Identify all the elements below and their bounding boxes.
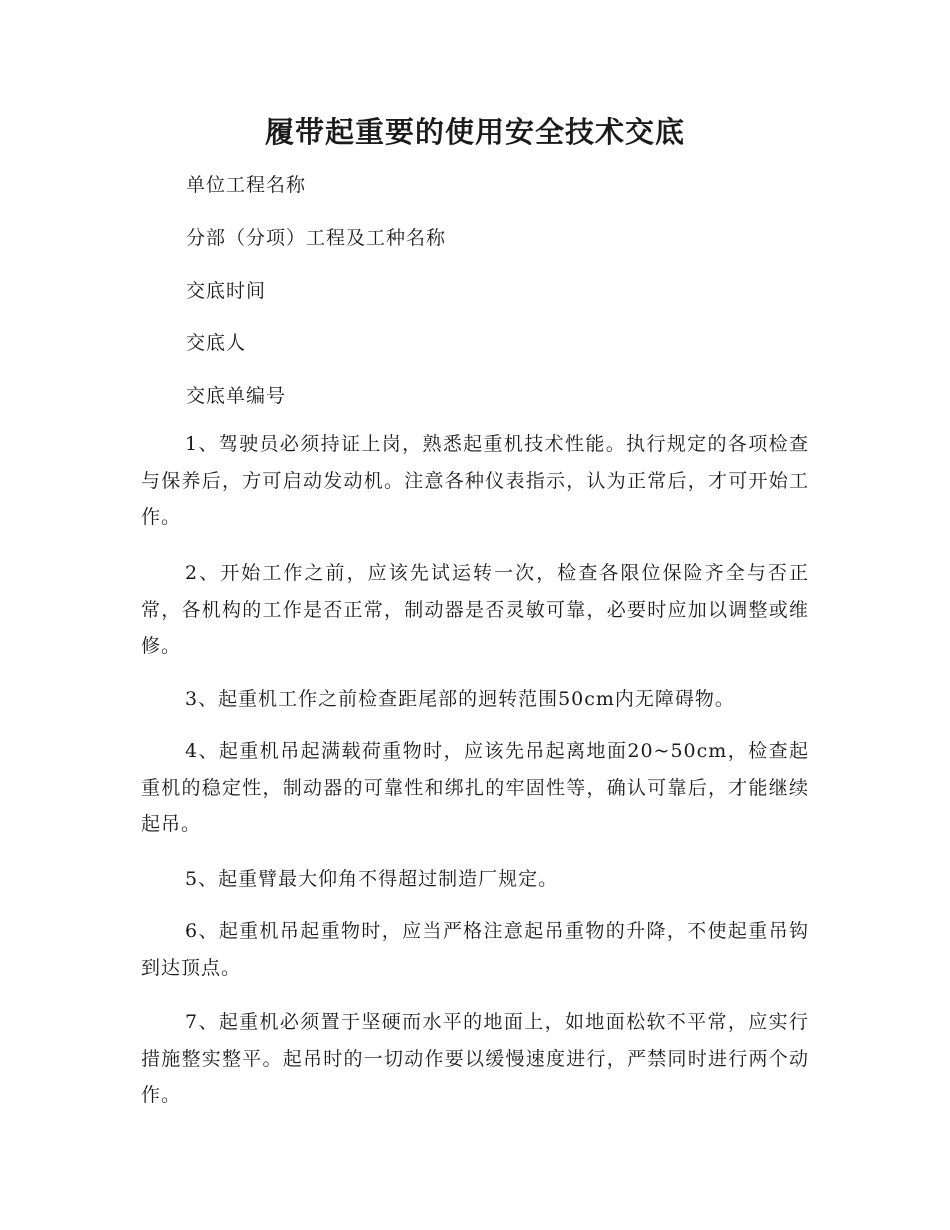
paragraph-item-1: 1、驾驶员必须持证上岗，熟悉起重机技术性能。执行规定的各项检查与保养后，方可启动发动机。注意各种仪表指示，认为正常后，才可开始工作。 bbox=[141, 433, 809, 528]
document-title: 履带起重要的使用安全技术交底 bbox=[264, 115, 685, 149]
field-briefing-person: 交底人 bbox=[186, 332, 247, 354]
paragraph-item-4: 4、起重机吊起满载荷重物时，应该先吊起离地面20~50cm，检查起重机的稳定性，制动器的可靠性和绑扎的牢固性等，确认可靠后，才能继续起吊。 bbox=[141, 740, 809, 835]
paragraph-item-5: 5、起重臂最大仰角不得超过制造厂规定。 bbox=[185, 868, 559, 890]
field-briefing-time: 交底时间 bbox=[186, 280, 267, 302]
paragraph-item-2: 2、开始工作之前，应该先试运转一次，检查各限位保险齐全与否正常，各机构的工作是否正常，制动器是否灵敏可靠，必要时应加以调整或维修。 bbox=[141, 562, 809, 657]
paragraph-item-7: 7、起重机必须置于坚硬而水平的地面上，如地面松软不平常，应实行措施整实整平。起吊时的一切动作要以缓慢速度进行，严禁同时进行两个动作。 bbox=[141, 1011, 809, 1106]
paragraph-item-6: 6、起重机吊起重物时，应当严格注意起吊重物的升降，不使起重吊钩到达顶点。 bbox=[141, 920, 809, 979]
paragraph-item-3: 3、起重机工作之前检查距尾部的迥转范围50cm内无障碍物。 bbox=[185, 688, 735, 710]
field-unit-project-name: 单位工程名称 bbox=[186, 174, 307, 196]
field-subproject-trade-name: 分部（分项）工程及工种名称 bbox=[186, 227, 447, 249]
field-briefing-number: 交底单编号 bbox=[186, 385, 287, 407]
